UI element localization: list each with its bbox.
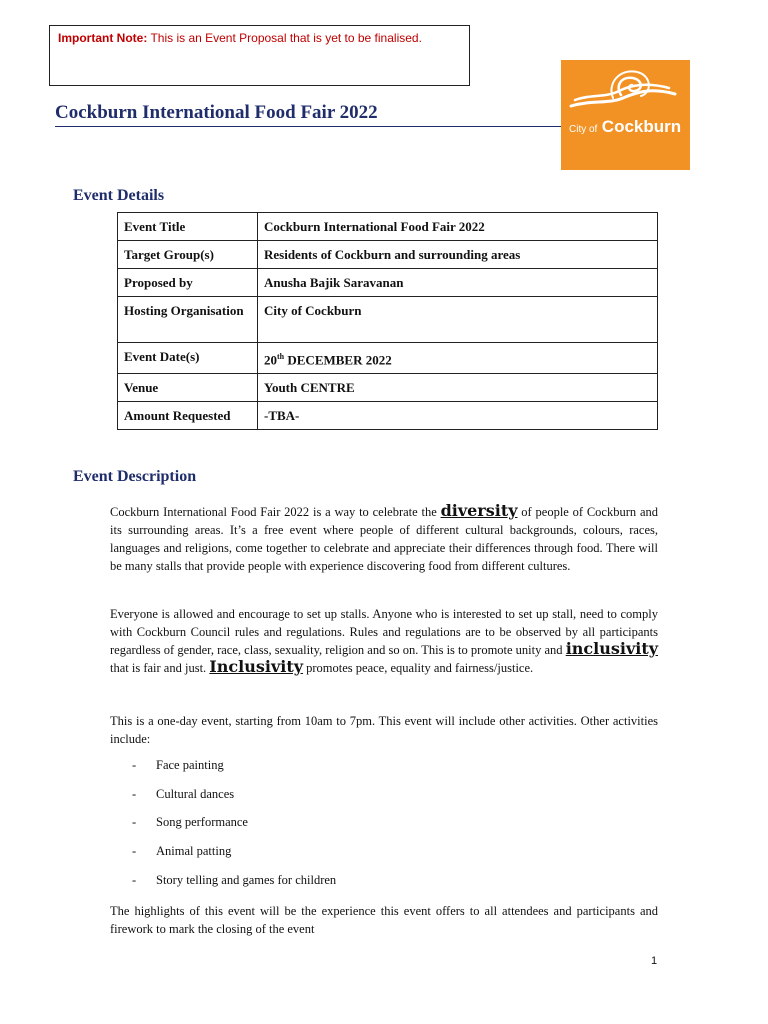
description-paragraph-3: This is a one-day event, starting from 10am to 7pm. This event will include other activities. Other activities include:: [110, 714, 658, 746]
p1-text-b: of people of Cockburn and its surrounding areas. It’s a free event where people of different cultural backgrounds, colours, races, languages and religions, come together to celebrate and appreciate their differences through food. There will be many stalls that provide people with experience discovering food from different cultures.: [110, 505, 658, 573]
table-row: [118, 269, 658, 297]
emphasis-diversity: diversity: [440, 501, 518, 520]
list-item: [132, 815, 336, 844]
description-paragraph-1: [110, 503, 658, 575]
row-value: Residents of Cockburn and surrounding areas: [258, 241, 658, 269]
important-note-box: [49, 25, 470, 86]
note-text: This is an Event Proposal that is yet to be finalised.: [147, 31, 422, 45]
table-row: [118, 343, 658, 374]
p2-text-c: promotes peace, equality and fairness/justice.: [303, 661, 534, 675]
logo-wordmark: [569, 117, 681, 137]
emphasis-inclusivity-2: Inclusivity: [209, 657, 304, 676]
title-underline: [55, 126, 562, 127]
bullet-dash: -: [132, 872, 137, 887]
row-value: -TBA-: [258, 402, 658, 430]
bullet-dash: -: [132, 758, 137, 772]
document-title: Cockburn International Food Fair 2022: [55, 102, 378, 123]
row-key: Event Date(s): [118, 343, 258, 374]
list-item: [132, 844, 336, 873]
row-value: Cockburn International Food Fair 2022: [258, 213, 658, 241]
bullet-dash: -: [132, 815, 137, 830]
list-item: [132, 758, 336, 787]
row-key: Hosting Organisation: [118, 297, 258, 343]
row-value: Anusha Bajik Saravanan: [258, 269, 658, 297]
row-key: Venue: [118, 374, 258, 402]
activity-label: Story telling and games for children: [156, 872, 337, 887]
description-paragraph-2: [110, 605, 658, 677]
p1-text-a: Cockburn International Food Fair 2022 is a way to celebrate the: [110, 505, 441, 519]
list-item: [132, 787, 336, 816]
activities-list: [132, 758, 336, 901]
city-of-cockburn-logo: [561, 60, 690, 170]
row-key: Amount Requested: [118, 402, 258, 430]
wave-logo-icon: [561, 60, 690, 170]
note-label: Important Note:: [58, 31, 148, 45]
row-key: Target Group(s): [118, 241, 258, 269]
event-details-table: [117, 212, 658, 430]
row-key: Event Title: [118, 213, 258, 241]
event-details-heading: Event Details: [73, 187, 165, 204]
table-row: [118, 213, 658, 241]
emphasis-inclusivity: inclusivity: [565, 639, 658, 658]
activity-label: Animal patting: [156, 844, 232, 859]
date-suffix: th: [277, 352, 285, 361]
table-row: [118, 241, 658, 269]
bullet-dash: -: [132, 786, 137, 801]
bullet-dash: -: [132, 844, 137, 859]
list-item: [132, 873, 336, 902]
event-description-heading: Event Description: [73, 468, 197, 485]
logo-cockburn: Cockburn: [601, 117, 682, 136]
description-paragraph-4: The highlights of this event will be the experience this event offers to all attendees and participants and firework to mark the closing of the event: [110, 904, 658, 936]
table-row: [118, 402, 658, 430]
activity-label: Song performance: [156, 815, 248, 830]
activity-label: Face painting: [156, 758, 224, 772]
activity-label: Cultural dances: [156, 786, 235, 801]
p2-text-b: that is fair and just.: [110, 661, 210, 675]
date-month-year: DECEMBER 2022: [284, 352, 392, 368]
row-key: Proposed by: [118, 269, 258, 297]
table-row: [118, 297, 658, 343]
row-value: City of Cockburn: [258, 297, 658, 343]
table-row: [118, 374, 658, 402]
page-number: 1: [651, 955, 658, 967]
row-value: [258, 343, 658, 374]
p2-text-a: Everyone is allowed and encourage to set up stalls. Anyone who is interested to set up stall, need to comply with Cockburn Council rules and regulations. Rules and regulations are to be observed by all participants regardless of gender, race, class, sexuality, religion and so on. This is to promote unity and: [110, 607, 658, 657]
date-day: 20: [264, 352, 277, 368]
row-value: Youth CENTRE: [258, 374, 658, 402]
logo-city-of: City of: [569, 124, 598, 135]
